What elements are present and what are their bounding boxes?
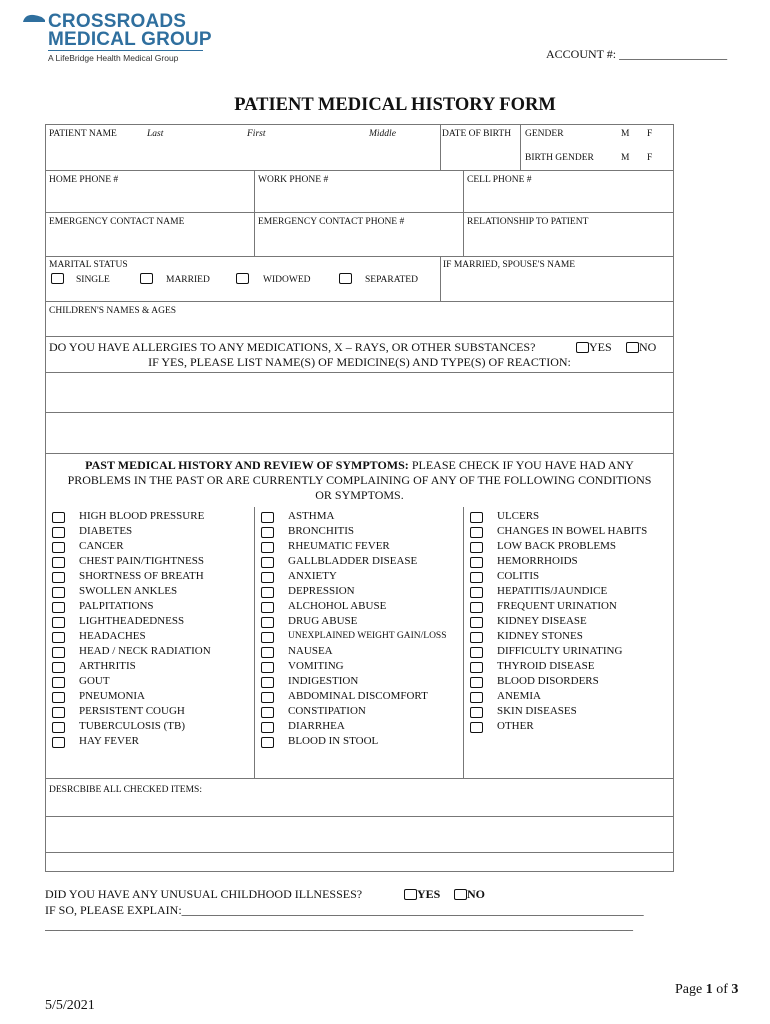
symptom-checkbox[interactable]	[52, 557, 65, 568]
symptom-checkbox[interactable]	[261, 632, 274, 643]
birth-gender-m[interactable]: M	[621, 153, 630, 163]
work-phone-field[interactable]	[255, 187, 462, 211]
symptom-checkbox[interactable]	[52, 692, 65, 703]
symptom-checkbox[interactable]	[261, 647, 274, 658]
married-label: MARRIED	[166, 275, 210, 285]
symptom-checkbox[interactable]	[261, 662, 274, 673]
single-checkbox[interactable]	[51, 273, 64, 284]
symptom-label: OTHER	[497, 720, 534, 732]
symptom-label: ARTHRITIS	[79, 660, 136, 672]
symptom-checkbox[interactable]	[52, 527, 65, 538]
symptom-checkbox[interactable]	[470, 707, 483, 718]
symptom-checkbox[interactable]	[52, 722, 65, 733]
symptom-label: CONSTIPATION	[288, 705, 366, 717]
symptom-label: BLOOD IN STOOL	[288, 735, 379, 747]
symptom-checkbox[interactable]	[261, 707, 274, 718]
childhood-yes-label: YES	[417, 887, 441, 901]
logo-subtitle: A LifeBridge Health Medical Group	[48, 53, 179, 63]
symptom-checkbox[interactable]	[470, 662, 483, 673]
symptom-label: NAUSEA	[288, 645, 333, 657]
symptom-label: ABDOMINAL DISCOMFORT	[288, 690, 428, 702]
logo	[22, 12, 222, 64]
children-label: CHILDREN'S NAMES & AGES	[49, 306, 177, 316]
symptom-label: RHEUMATIC FEVER	[288, 540, 390, 552]
symptom-checkbox[interactable]	[261, 542, 274, 553]
symptom-checkbox[interactable]	[261, 587, 274, 598]
symptom-checkbox[interactable]	[470, 557, 483, 568]
symptom-checkbox[interactable]	[261, 692, 274, 703]
symptom-label: BRONCHITIS	[288, 525, 355, 537]
home-phone-label: HOME PHONE #	[49, 175, 119, 185]
symptom-checkbox[interactable]	[261, 722, 274, 733]
symptom-checkbox[interactable]	[52, 707, 65, 718]
children-field[interactable]	[46, 318, 672, 335]
spouse-name-label: IF MARRIED, SPOUSE'S NAME	[443, 260, 576, 270]
symptom-label: DEPRESSION	[288, 585, 355, 597]
symptom-checkbox[interactable]	[261, 617, 274, 628]
married-checkbox[interactable]	[140, 273, 153, 284]
gender-f[interactable]: F	[647, 129, 653, 139]
symptom-checkbox[interactable]	[470, 677, 483, 688]
symptom-label: CHEST PAIN/TIGHTNESS	[79, 555, 204, 567]
symptom-label: UNEXPLAINED WEIGHT GAIN/LOSS	[288, 631, 447, 641]
symptom-label: ANEMIA	[497, 690, 541, 702]
work-phone-label: WORK PHONE #	[258, 175, 329, 185]
symptom-label: THYROID DISEASE	[497, 660, 595, 672]
childhood-no-checkbox[interactable]	[454, 889, 467, 900]
logo-line2: MEDICAL GROUP	[48, 29, 212, 50]
widowed-label: WIDOWED	[263, 275, 311, 285]
symptom-checkbox[interactable]	[52, 602, 65, 613]
symptom-checkbox[interactable]	[261, 527, 274, 538]
symptom-label: INDIGESTION	[288, 675, 359, 687]
symptom-label: HEAD / NECK RADIATION	[79, 645, 211, 657]
symptom-checkbox[interactable]	[261, 602, 274, 613]
symptom-checkbox[interactable]	[52, 617, 65, 628]
symptom-label: DIFFICULTY URINATING	[497, 645, 623, 657]
history-heading-line3: OR SYMPTOMS.	[315, 488, 404, 502]
childhood-explain-line[interactable]: IF SO, PLEASE EXPLAIN:_____________________________________________________________________________	[45, 903, 644, 917]
symptom-checkbox[interactable]	[52, 542, 65, 553]
childhood-no-label: NO	[467, 887, 485, 901]
separated-checkbox[interactable]	[339, 273, 352, 284]
symptom-label: HIGH BLOOD PRESSURE	[79, 510, 205, 522]
page-of: of	[716, 982, 728, 997]
history-heading-bold: PAST MEDICAL HISTORY AND REVIEW OF SYMPTOMS:	[85, 458, 409, 472]
account-number: ACCOUNT #: __________________	[546, 47, 728, 61]
page-current: 1	[705, 982, 713, 997]
symptom-label: DIABETES	[79, 525, 133, 537]
emergency-phone-label: EMERGENCY CONTACT PHONE #	[258, 217, 405, 227]
symptom-label: GOUT	[79, 675, 110, 687]
spouse-name-field[interactable]	[441, 272, 672, 300]
patient-name-field[interactable]	[46, 140, 439, 169]
describe-label: DESRCBIBE ALL CHECKED ITEMS:	[49, 785, 202, 795]
symptom-label: HAY FEVER	[79, 735, 140, 747]
symptom-checkbox[interactable]	[52, 587, 65, 598]
gender-label: GENDER	[525, 129, 564, 139]
describe-field-2[interactable]	[46, 817, 672, 851]
history-heading-rest: PLEASE CHECK IF YOU HAVE HAD ANY	[408, 458, 634, 472]
symptom-label: PERSISTENT COUGH	[79, 705, 185, 717]
symptom-label: TUBERCULOSIS (TB)	[79, 720, 186, 732]
symptom-label: SKIN DISEASES	[497, 705, 577, 717]
symptom-checkbox[interactable]	[470, 512, 483, 523]
relationship-field[interactable]	[464, 229, 672, 255]
symptom-checkbox[interactable]	[470, 542, 483, 553]
marital-status-label: MARITAL STATUS	[49, 260, 128, 270]
symptom-label: ANXIETY	[288, 570, 337, 582]
describe-field-1[interactable]	[46, 797, 672, 815]
symptom-checkbox[interactable]	[470, 527, 483, 538]
symptom-checkbox[interactable]	[52, 632, 65, 643]
symptom-label: HEMORRHOIDS	[497, 555, 578, 567]
logo-line1: CROSSROADS	[48, 11, 187, 32]
page-title: PATIENT MEDICAL HISTORY FORM	[234, 95, 556, 115]
emergency-phone-field[interactable]	[255, 229, 462, 255]
symptom-label: ASTHMA	[288, 510, 335, 522]
symptom-label: KIDNEY STONES	[497, 630, 583, 642]
symptom-label: DIARRHEA	[288, 720, 345, 732]
symptom-label: CHANGES IN BOWEL HABITS	[497, 525, 648, 537]
cell-phone-field[interactable]	[464, 187, 672, 211]
symptom-checkbox[interactable]	[52, 677, 65, 688]
allergies-no-checkbox[interactable]	[626, 342, 639, 353]
single-label: SINGLE	[76, 275, 110, 285]
emergency-name-label: EMERGENCY CONTACT NAME	[49, 217, 185, 227]
symptom-checkbox[interactable]	[261, 737, 274, 748]
symptom-checkbox[interactable]	[261, 677, 274, 688]
symptom-label: LIGHTHEADEDNESS	[79, 615, 185, 627]
symptom-checkbox[interactable]	[470, 602, 483, 613]
symptom-label: DRUG ABUSE	[288, 615, 358, 627]
symptom-checkbox[interactable]	[261, 512, 274, 523]
gender-m[interactable]: M	[621, 129, 630, 139]
symptom-label: HEPATITIS/JAUNDICE	[497, 585, 608, 597]
symptom-checkbox[interactable]	[470, 617, 483, 628]
logo-swoosh-icon	[22, 13, 46, 23]
describe-field-3[interactable]	[46, 853, 672, 870]
relationship-label: RELATIONSHIP TO PATIENT	[467, 217, 589, 227]
allergies-yes-checkbox[interactable]	[576, 342, 589, 353]
cell-phone-label: CELL PHONE #	[467, 175, 532, 185]
symptom-checkbox[interactable]	[470, 572, 483, 583]
allergies-field-1[interactable]	[46, 373, 672, 411]
symptom-checkbox[interactable]	[52, 737, 65, 748]
childhood-explain-underline[interactable]: __________________________________________________________________________________________________	[45, 918, 633, 932]
symptom-checkbox[interactable]	[470, 692, 483, 703]
allergies-yes-label: YES	[589, 340, 612, 354]
birth-gender-label: BIRTH GENDER	[525, 153, 594, 163]
allergies-instruction: IF YES, PLEASE LIST NAME(S) OF MEDICINE(S) AND TYPE(S) OF REACTION:	[148, 355, 571, 369]
symptom-label: HEADACHES	[79, 630, 146, 642]
birth-gender-f[interactable]: F	[647, 153, 653, 163]
symptom-label: GALLBLADDER DISEASE	[288, 555, 418, 567]
middle-name-label: Middle	[369, 129, 396, 139]
symptom-checkbox[interactable]	[470, 647, 483, 658]
symptom-label: ALCHOHOL ABUSE	[288, 600, 387, 612]
childhood-question: DID YOU HAVE ANY UNUSUAL CHILDHOOD ILLNESSES?	[45, 887, 363, 901]
symptom-label: COLITIS	[497, 570, 540, 582]
dob-field[interactable]	[441, 140, 519, 169]
symptom-label: PNEUMONIA	[79, 690, 145, 702]
symptom-checkbox[interactable]	[470, 587, 483, 598]
symptom-checkbox[interactable]	[470, 632, 483, 643]
symptom-checkbox[interactable]	[52, 647, 65, 658]
symptom-checkbox[interactable]	[261, 557, 274, 568]
widowed-checkbox[interactable]	[236, 273, 249, 284]
symptom-label: KIDNEY DISEASE	[497, 615, 587, 627]
symptom-label: PALPITATIONS	[79, 600, 154, 612]
dob-label: DATE OF BIRTH	[442, 129, 512, 139]
allergies-field-2[interactable]	[46, 413, 672, 452]
page-number	[675, 982, 738, 998]
symptom-label: CANCER	[79, 540, 124, 552]
patient-name-label: PATIENT NAME	[49, 129, 117, 139]
symptom-label: SWOLLEN ANKLES	[79, 585, 178, 597]
symptom-label: VOMITING	[288, 660, 344, 672]
symptom-label: FREQUENT URINATION	[497, 600, 617, 612]
history-heading-line2: PROBLEMS IN THE PAST OR ARE CURRENTLY COMPLAINING OF ANY OF THE FOLLOWING CONDITIONS	[67, 473, 652, 487]
allergies-no-label: NO	[639, 340, 657, 354]
symptom-label: SHORTNESS OF BREATH	[79, 570, 204, 582]
symptom-checkbox[interactable]	[52, 512, 65, 523]
home-phone-field[interactable]	[46, 187, 253, 211]
last-name-label: Last	[147, 129, 164, 139]
first-name-label: First	[247, 129, 266, 139]
symptom-checkbox[interactable]	[52, 572, 65, 583]
symptom-checkbox[interactable]	[52, 662, 65, 673]
symptom-label: ULCERS	[497, 510, 540, 522]
allergies-question: DO YOU HAVE ALLERGIES TO ANY MEDICATIONS, X – RAYS, OR OTHER SUBSTANCES?	[49, 340, 536, 354]
page-prefix: Page	[675, 982, 703, 997]
symptom-label: BLOOD DISORDERS	[497, 675, 599, 687]
symptom-label: LOW BACK PROBLEMS	[497, 540, 616, 552]
symptom-checkbox[interactable]	[261, 572, 274, 583]
page-total: 3	[731, 982, 739, 997]
logo-rule	[48, 50, 203, 51]
emergency-name-field[interactable]	[46, 229, 253, 255]
childhood-yes-checkbox[interactable]	[404, 889, 417, 900]
history-heading	[45, 458, 674, 503]
symptom-checkbox[interactable]	[470, 722, 483, 733]
separated-label: SEPARATED	[365, 275, 418, 285]
form-date: 5/5/2021	[45, 998, 95, 1013]
